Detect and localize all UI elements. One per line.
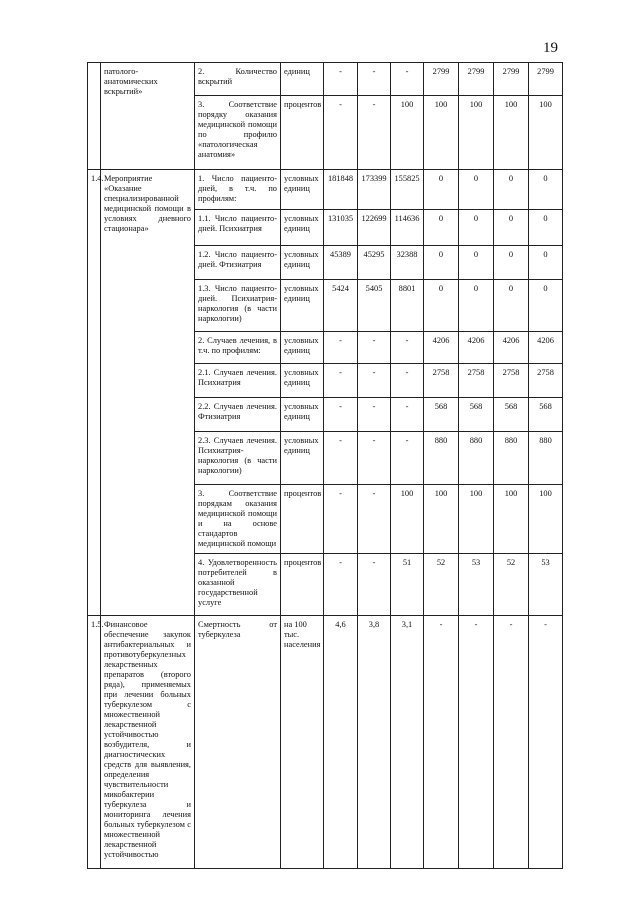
value-cell: 114636: [391, 210, 424, 246]
value-cell: 53: [459, 554, 494, 616]
value-cell: 0: [459, 280, 494, 332]
value-cell: 880: [529, 432, 563, 485]
indicator-cell: 1. Число пациенто-дней, в т.ч. по профилям:: [195, 170, 281, 210]
unit-cell: единиц: [281, 63, 324, 96]
value-cell: 0: [529, 280, 563, 332]
value-cell: 100: [391, 96, 424, 170]
page-number: 19: [543, 40, 558, 56]
indicator-cell: 2. Количество вскрытий: [195, 63, 281, 96]
value-cell: 4206: [529, 332, 563, 364]
value-cell: 2799: [494, 63, 529, 96]
value-cell: 0: [459, 246, 494, 280]
value-cell: 4206: [459, 332, 494, 364]
value-cell: 0: [529, 210, 563, 246]
value-cell: 100: [494, 96, 529, 170]
activity-cell: Мероприятие «Оказание специализированной медицинской помощи в условиях дневного стационара»: [101, 170, 195, 616]
value-cell: -: [324, 398, 358, 432]
indicator-cell: Смертность от туберкулеза: [195, 616, 281, 869]
value-cell: 100: [424, 485, 459, 554]
value-cell: 155825: [391, 170, 424, 210]
value-cell: -: [424, 616, 459, 869]
value-cell: -: [391, 398, 424, 432]
table-row: [88, 616, 563, 869]
value-cell: 53: [529, 554, 563, 616]
value-cell: -: [358, 432, 391, 485]
value-cell: 3,8: [358, 616, 391, 869]
value-cell: 2799: [529, 63, 563, 96]
activity-cell: Финансовое обеспечение закупок антибактериальных и противотуберкулезных лекарственных препаратов (второго ряда), применяемых при лечении больных туберкулезом с множественной лекарственной устойчивостью возбудителя, и диагностических средств для выявления, определения чувствительности микобактерии туберкулеза и мониторинга лечения больных туберкулезом с множественной лекарственной устойчивостью: [101, 616, 195, 869]
value-cell: -: [529, 616, 563, 869]
value-cell: 32388: [391, 246, 424, 280]
value-cell: 2758: [424, 364, 459, 398]
value-cell: -: [358, 364, 391, 398]
value-cell: -: [358, 96, 391, 170]
value-cell: 0: [424, 246, 459, 280]
value-cell: 122699: [358, 210, 391, 246]
value-cell: 100: [529, 485, 563, 554]
value-cell: -: [324, 96, 358, 170]
indicator-cell: 2.2. Случаев лечения. Фтизиатрия: [195, 398, 281, 432]
section-number-cell: 1.5.: [88, 616, 101, 869]
value-cell: 0: [459, 170, 494, 210]
value-cell: 52: [494, 554, 529, 616]
value-cell: 4206: [424, 332, 459, 364]
value-cell: 3,1: [391, 616, 424, 869]
value-cell: 2799: [459, 63, 494, 96]
value-cell: 0: [494, 210, 529, 246]
value-cell: 0: [529, 170, 563, 210]
value-cell: -: [391, 432, 424, 485]
unit-cell: условных единиц: [281, 432, 324, 485]
value-cell: 568: [494, 398, 529, 432]
value-cell: -: [358, 554, 391, 616]
value-cell: 5405: [358, 280, 391, 332]
indicator-cell: 2.3. Случаев лечения. Психиатрия-наркология (в части наркологии): [195, 432, 281, 485]
unit-cell: на 100 тыс. населения: [281, 616, 324, 869]
value-cell: 100: [494, 485, 529, 554]
value-cell: -: [494, 616, 529, 869]
value-cell: -: [459, 616, 494, 869]
value-cell: -: [358, 63, 391, 96]
value-cell: 568: [529, 398, 563, 432]
value-cell: 880: [459, 432, 494, 485]
unit-cell: условных единиц: [281, 280, 324, 332]
value-cell: 100: [459, 485, 494, 554]
value-cell: 45389: [324, 246, 358, 280]
value-cell: 4,6: [324, 616, 358, 869]
indicator-cell: 1.3. Число пациенто-дней. Психиатрия-наркология (в части наркологии): [195, 280, 281, 332]
value-cell: -: [324, 364, 358, 398]
indicator-cell: 3. Соответствие порядку оказания медицинской помощи по профилю «патологическая анатомия»: [195, 96, 281, 170]
value-cell: -: [324, 554, 358, 616]
value-cell: -: [324, 332, 358, 364]
value-cell: 880: [494, 432, 529, 485]
value-cell: -: [324, 432, 358, 485]
table-body: [88, 63, 563, 869]
section-number-cell: [88, 63, 101, 170]
value-cell: 100: [424, 96, 459, 170]
value-cell: 52: [424, 554, 459, 616]
value-cell: 100: [529, 96, 563, 170]
value-cell: -: [391, 63, 424, 96]
value-cell: 181848: [324, 170, 358, 210]
unit-cell: процентов: [281, 554, 324, 616]
indicator-cell: 2.1. Случаев лечения. Психиатрия: [195, 364, 281, 398]
value-cell: 2799: [424, 63, 459, 96]
value-cell: 568: [424, 398, 459, 432]
value-cell: 2758: [459, 364, 494, 398]
value-cell: 2758: [494, 364, 529, 398]
unit-cell: процентов: [281, 485, 324, 554]
value-cell: 0: [424, 280, 459, 332]
value-cell: 0: [494, 246, 529, 280]
unit-cell: условных единиц: [281, 246, 324, 280]
unit-cell: условных единиц: [281, 210, 324, 246]
indicator-cell: 1.1. Число пациенто-дней. Психиатрия: [195, 210, 281, 246]
table-row: [88, 170, 563, 210]
indicator-cell: 4. Удовлетворенность потребителей в оказанной государственной услуге: [195, 554, 281, 616]
activity-cell: патолого-анатомических вскрытий»: [101, 63, 195, 170]
value-cell: -: [358, 332, 391, 364]
unit-cell: условных единиц: [281, 170, 324, 210]
value-cell: 173399: [358, 170, 391, 210]
value-cell: 8801: [391, 280, 424, 332]
value-cell: -: [358, 485, 391, 554]
value-cell: -: [324, 485, 358, 554]
indicator-cell: 2. Случаев лечения, в т.ч. по профилям:: [195, 332, 281, 364]
value-cell: 880: [424, 432, 459, 485]
value-cell: 0: [494, 280, 529, 332]
value-cell: -: [358, 398, 391, 432]
value-cell: -: [391, 364, 424, 398]
value-cell: 568: [459, 398, 494, 432]
value-cell: 100: [459, 96, 494, 170]
value-cell: 0: [424, 170, 459, 210]
value-cell: 45295: [358, 246, 391, 280]
value-cell: 5424: [324, 280, 358, 332]
value-cell: 51: [391, 554, 424, 616]
value-cell: 4206: [494, 332, 529, 364]
unit-cell: условных единиц: [281, 398, 324, 432]
value-cell: 131035: [324, 210, 358, 246]
unit-cell: процентов: [281, 96, 324, 170]
value-cell: -: [324, 63, 358, 96]
value-cell: 2758: [529, 364, 563, 398]
unit-cell: условных единиц: [281, 364, 324, 398]
value-cell: 100: [391, 485, 424, 554]
indicators-table: [87, 62, 563, 869]
value-cell: 0: [424, 210, 459, 246]
section-number-cell: 1.4.: [88, 170, 101, 616]
table-row: [88, 63, 563, 96]
value-cell: 0: [459, 210, 494, 246]
indicator-cell: 1.2. Число пациенто-дней. Фтизиатрия: [195, 246, 281, 280]
value-cell: -: [391, 332, 424, 364]
unit-cell: условных единиц: [281, 332, 324, 364]
value-cell: 0: [494, 170, 529, 210]
value-cell: 0: [529, 246, 563, 280]
indicator-cell: 3. Соответствие порядкам оказания медицинской помощи и на основе стандартов медицинской помощи: [195, 485, 281, 554]
